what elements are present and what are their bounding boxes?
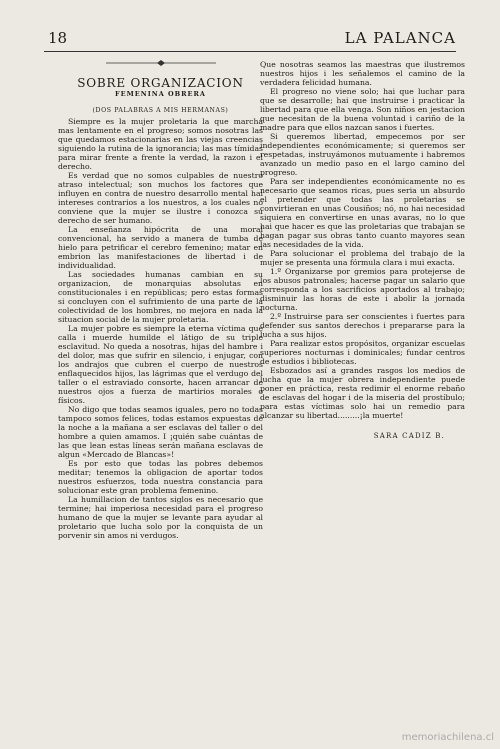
- paragraph: 1.º Organizarse por gremios para protejerse de los abusos patronales; hacerse pagar un salario que corresponda a los sacrificios aportados al trabajo; disminuir las horas de este i abolir la jornada nocturna.: [260, 267, 465, 312]
- article-dedication: (DOS PALABRAS A MIS HERMANAS): [92, 107, 229, 114]
- article-subtitle: FEMENINA OBRERA: [115, 90, 206, 98]
- article-title: SOBRE ORGANIZACION: [77, 76, 244, 90]
- paragraph: La mujer pobre es siempre la eterna víctima que calla i muerde humilde el látigo de su triple esclavitud. No queda a nosotras, hijas del hambre i del dolor, mas que sufrir en silencio, i enjugar, con los andrajos que cubren el cuerpo de nuestros enflaquecidos hijos, las lágrimas que el verdugo del taller o el estraviado consorte, hacen arrancar de nuestros ojos a fuerza de martirios morales o físicos.: [58, 324, 263, 405]
- watermark: memoriachilena.cl: [401, 732, 494, 743]
- paragraph-continuation: Que nosotras seamos las maestras que ilustremos nuestros hijos i les señalemos el camino de la verdadera felicidad humana.: [260, 60, 465, 87]
- header-rule: [44, 51, 456, 52]
- paragraph: Es verdad que no somos culpables de nuestro atraso intelectual; son muchos los factores que influyen en contra de nuestro desarrollo mental hai intereses contrarios a los nuestros, a los cuales no conviene que la mujer se ilustre i conozca su derecho de ser humano.: [58, 171, 263, 225]
- paragraph: El progreso no viene solo; hai que luchar para que se desarrolle; hai que instruirse i practicar la libertad para que ella venga. Son niños en jestacion que necesitan de la buena voluntad i cariño de la madre para que ellos nazcan sanos i fuertes.: [260, 87, 465, 132]
- paragraph: Si queremos libertad, empecemos por ser independientes económicamente; si queremos ser respetadas, instruyámonos mutuamente i habremos avanzado un medio paso en el largo camino del progreso.: [260, 132, 465, 177]
- paragraph: Para ser independientes económicamente no es necesario que seamos ricas, pues seria un absurdo el pretender que todas las proletarias se convirtieran en unas Cousiños; nó, no hai necesidad siquiera en convertirse en unas avaras, no lo que hai que hacer es que las proletarias que trabajan se hagan pagar sus obras tanto cuanto mayores sean las necesidades de la vida.: [260, 177, 465, 249]
- paragraph: Siempre es la mujer proletaria la que marcha mas lentamente en el progreso; somos nosotras las que quedamos estacionarias en las viejas creencias siguiendo la rutina de la ignorancia; las mas tímidas para mirar frente a frente la verdad, la razon i el derecho.: [58, 117, 263, 171]
- paragraph: Esbozados así a grandes rasgos los medios de lucha que la mujer obrera independiente puede poner en práctica, resta redimir el enorme rebaño de esclavas del hogar i de la miseria del prostíbulo; para estas víctimas solo hai un remedio para alcanzar su libertad.........¡la muerte!: [260, 366, 465, 420]
- paragraph: Las sociedades humanas cambian en su organizacion, de monarquias absolutas en constitucionales i en repúblicas; pero estas formas si concluyen con el sufrimiento de una parte de la colectividad de los hombres, no mejora en nada la situacion social de la mujer proletaria.: [58, 270, 263, 324]
- paragraph: Para realizar estos propósitos, organizar escuelas superiores nocturnas i dominicales; fundar centros de estudios i bibliotecas.: [260, 339, 465, 366]
- paragraph: Para solucionar el problema del trabajo de la mujer se presenta una fórmula clara i mui exacta.: [260, 249, 465, 267]
- paragraph: La enseñanza hipócrita de una moral convencional, ha servido a manera de tumba de hielo para petrificar el cerebro femenino; matar en embrion las manifestaciones de libertad i de individualidad.: [58, 225, 263, 270]
- page-number: 18: [48, 29, 68, 47]
- author-signature: SARA CADIZ B.: [373, 432, 445, 440]
- right-column: [260, 60, 465, 441]
- paragraph: Es por esto que todas las pobres debemos meditar; tenemos la obligacion de aportar todos nuestros esfuerzos, toda nuestra constancia para solucionar este gran problema femenino.: [58, 459, 263, 495]
- running-head: LA PALANCA: [344, 29, 456, 47]
- paragraph: No digo que todas seamos iguales, pero no todas tampoco somos felices, todas estamos expuestas de la noche a la mañana a ser esclavas del taller o del hombre a quien amamos. I ¡quién sabe cuántas de las que lean estas líneas serán mañana esclavas de algun «Mercado de Blancas»!: [58, 405, 263, 459]
- paragraph: 2.º Instruirse para ser conscientes i fuertes para defender sus santos derechos i prepararse para la lucha a sus hijos.: [260, 312, 465, 339]
- left-column: [58, 60, 263, 540]
- paragraph: La humillacion de tantos siglos es necesario que termine; hai imperiosa necesidad para el progreso humano de que la mujer se levante para ayudar al proletario que lucha solo por la conquista de un porvenir sin amos ni verdugos.: [58, 495, 263, 540]
